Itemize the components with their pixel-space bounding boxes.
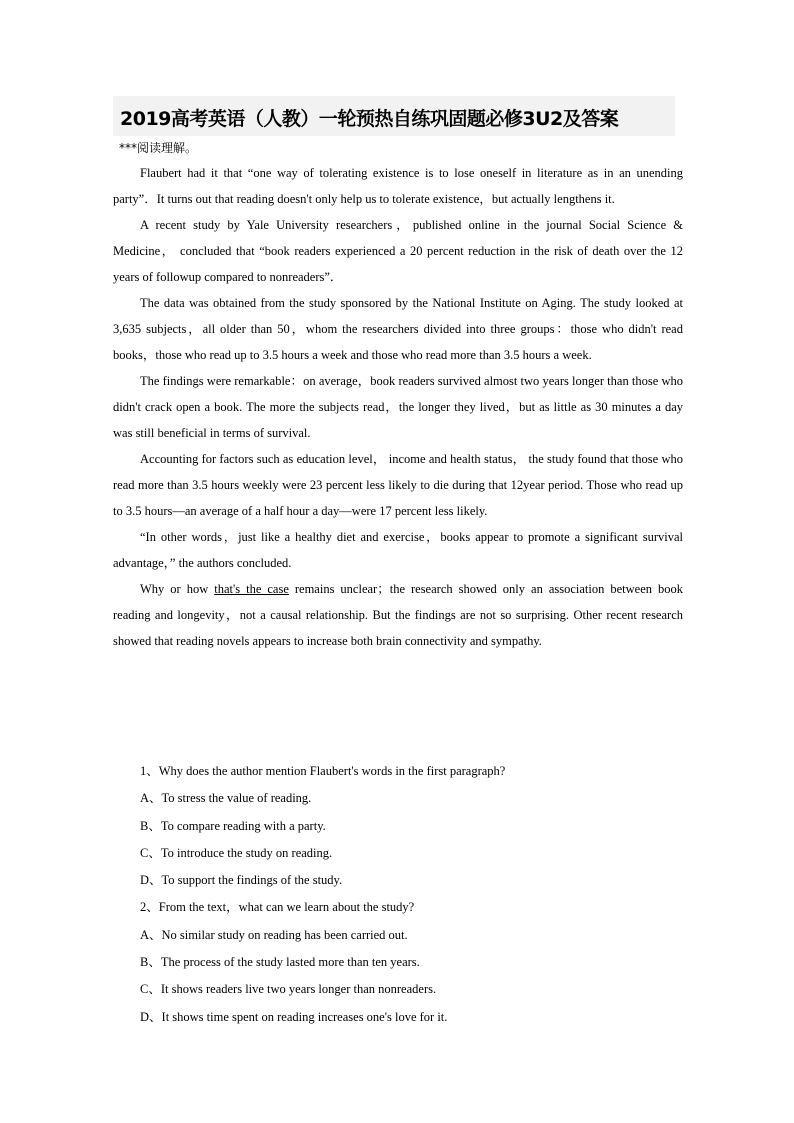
passage-paragraph-6: “In other words，just like a healthy diet and exercise，books appear to promote a significant survival advantage，” the authors concluded. — [113, 530, 683, 570]
answer-option: C、It shows readers live two years longer than nonreaders. — [140, 982, 437, 997]
passage-paragraph-1: Flaubert had it that “one way of tolerating existence is to lose oneself in literature as in an unending party”．It turns out that reading doesn't only help us to tolerate existence，but actually lengthens it. — [113, 166, 683, 206]
paragraph-text: remains unclear；the research showed only an association between book reading and longevity，not a causal relationship. But the findings are not so surprising. Other recent research showed that reading novels appears to increase both brain connectivity and sympathy. — [113, 582, 683, 648]
passage-paragraph-3: The data was obtained from the study sponsored by the National Institute on Aging. The study looked at 3,635 subjects，all older than 50，whom the researchers divided into three groups：those who didn't read books，those who read up to 3.5 hours a week and those who read more than 3.5 hours a week. — [113, 296, 683, 362]
passage-paragraph-7 — [113, 576, 683, 654]
underlined-phrase: that's the case — [214, 582, 289, 596]
question-stem: 1、Why does the author mention Flaubert's words in the first paragraph? — [140, 764, 506, 778]
answer-option: C、To introduce the study on reading. — [140, 845, 333, 860]
question-list — [113, 758, 683, 1031]
answer-option: A、No similar study on reading has been carried out. — [140, 927, 408, 942]
answer-option: B、The process of the study lasted more than ten years. — [140, 955, 420, 970]
passage-paragraph-5: Accounting for factors such as education level， income and health status， the study found that those who read more than 3.5 hours weekly were 23 percent less likely to die during that 12year period. Those who read up to 3.5 hours—an average of a half hour a day—were 17 percent less likely. — [113, 452, 683, 518]
reading-passage — [113, 160, 683, 654]
section-label: ***阅读理解。 — [119, 141, 198, 155]
answer-option: D、It shows time spent on reading increases one's love for it. — [140, 1009, 448, 1024]
document-title: 2019高考英语（人教）一轮预热自练巩固题必修3U2及答案 — [120, 108, 619, 130]
passage-paragraph-4: The findings were remarkable：on average，book readers survived almost two years longer than those who didn't crack open a book. The more the subjects read，the longer they lived，but as little as 30 minutes a day was still beneficial in terms of survival. — [113, 374, 683, 440]
answer-option: B、To compare reading with a party. — [140, 818, 326, 833]
passage-paragraph-2: A recent study by Yale University researchers，published online in the journal Social Science & Medicine， concluded that “book readers experienced a 20 percent reduction in the risk of death over the 12 years of followup compared to nonreaders”． — [113, 218, 683, 284]
answer-option: D、To support the findings of the study. — [140, 873, 343, 888]
paragraph-text: Why or how — [140, 582, 215, 596]
question-stem: 2、From the text，what can we learn about the study? — [140, 900, 415, 915]
answer-option: A、To stress the value of reading. — [140, 791, 312, 806]
